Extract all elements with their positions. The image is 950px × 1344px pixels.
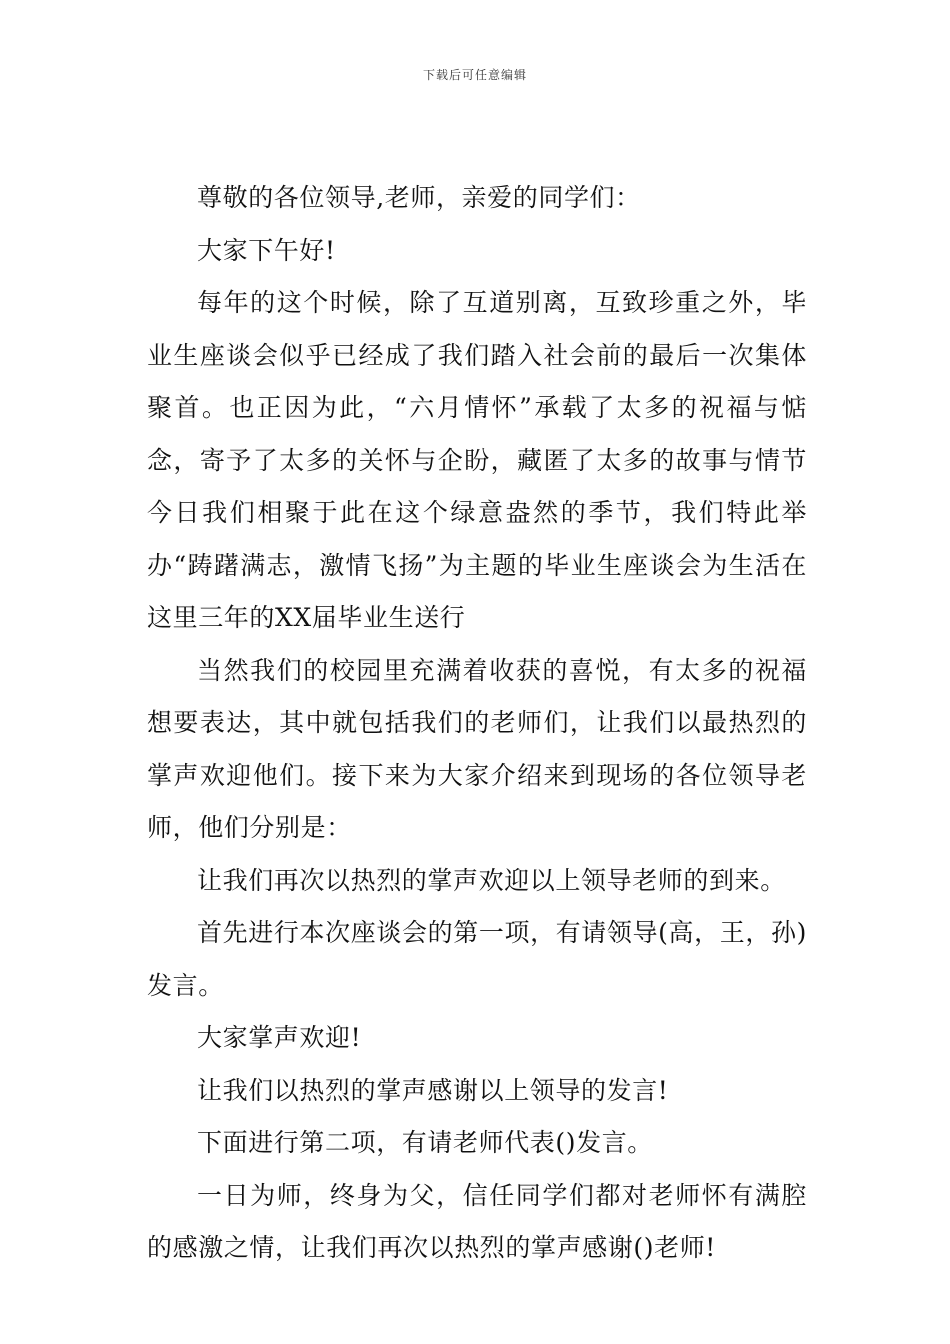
- paragraph-thanks-teacher: 一日为师，终身为父，信任同学们都对老师怀有满腔的感激之情，让我们再次以热烈的掌声感谢()老师!: [147, 1180, 807, 1262]
- paragraph-item-two: 下面进行第二项，有请老师代表()发言。: [197, 1128, 653, 1157]
- page-header-note: 下载后可任意编辑: [422, 68, 527, 82]
- paragraph-welcome-again: 让我们再次以热烈的掌声欢迎以上领导老师的到来。: [197, 865, 786, 895]
- document-body: [147, 172, 807, 1275]
- greeting: 大家下午好!: [197, 235, 336, 265]
- paragraph-thanks-leaders: 让我们以热烈的掌声感谢以上领导的发言!: [197, 1075, 669, 1105]
- paragraph-applause: 大家掌声欢迎!: [197, 1023, 362, 1052]
- paragraph-intro: 每年的这个时候，除了互道别离，互致珍重之外，毕业生座谈会似乎已经成了我们踏入社会前的最后一次集体聚首。也正因为此，“六月情怀”承载了太多的祝福与惦念，寄予了太多的关怀与企盼，藏匿了太多的故事与情节今日我们相聚于此在这个绿意盎然的季节，我们特此举办“踌躇满志，激情飞扬”为主题的毕业生座谈会为生活在这里三年的XX届毕业生送行: [147, 288, 807, 632]
- paragraph-item-one: 首先进行本次座谈会的第一项，有请领导(高，王，孙)发言。: [147, 918, 807, 1000]
- paragraph-teachers: 当然我们的校园里充满着收获的喜悦，有太多的祝福想要表达，其中就包括我们的老师们，让我们以最热烈的掌声欢迎他们。接下来为大家介绍来到现场的各位领导老师，他们分别是：: [147, 655, 807, 842]
- salutation: 尊敬的各位领导,老师，亲爱的同学们：: [197, 183, 641, 212]
